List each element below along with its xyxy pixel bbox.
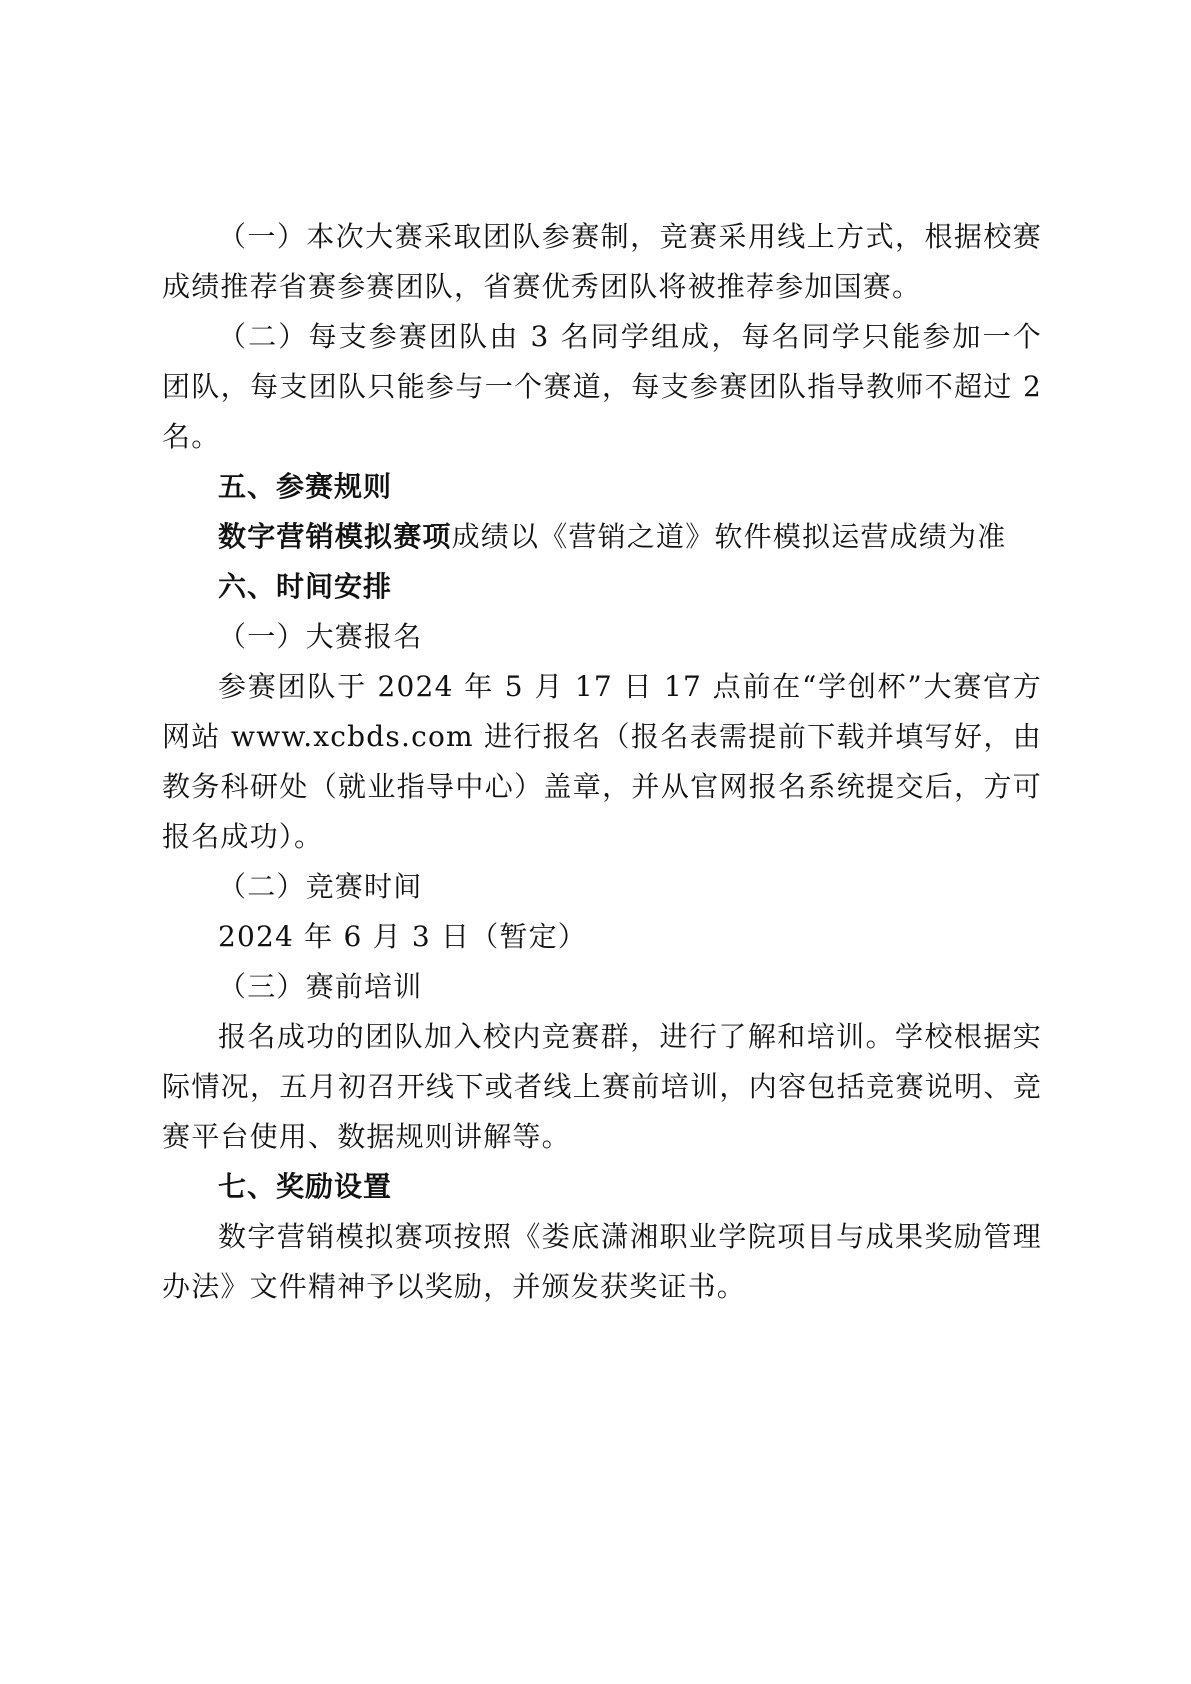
subheading-training: （三）赛前培训 (218, 970, 423, 1003)
rules-event-name: 数字营销模拟赛项 (218, 520, 452, 553)
heading-rules: 五、参赛规则 (218, 470, 393, 503)
subheading-competition-time: （二）竞赛时间 (218, 870, 423, 903)
paragraph-rules (162, 512, 1042, 562)
paragraph-team-size: （二）每支参赛团队由 3 名同学组成，每名同学只能参加一个团队，每支团队只能参与一个赛道，每支参赛团队指导教师不超过 2 名。 (162, 320, 1042, 453)
paragraph-team-format: （一）本次大赛采取团队参赛制，竞赛采用线上方式，根据校赛成绩推荐省赛参赛团队，省赛优秀团队将被推荐参加国赛。 (162, 220, 1042, 303)
rules-text: 成绩以《营销之道》软件模拟运营成绩为准 (451, 520, 1007, 553)
document-body (162, 212, 1042, 1312)
paragraph-training: 报名成功的团队加入校内竞赛群，进行了解和培训。学校根据实际情况，五月初召开线下或者线上赛前培训，内容包括竞赛说明、竞赛平台使用、数据规则讲解等。 (162, 1020, 1042, 1153)
heading-awards: 七、奖励设置 (218, 1170, 393, 1203)
paragraph-competition-time: 2024 年 6 月 3 日（暂定） (218, 920, 587, 953)
paragraph-awards: 数字营销模拟赛项按照《娄底潇湘职业学院项目与成果奖励管理办法》文件精神予以奖励，并颁发获奖证书。 (162, 1220, 1042, 1303)
heading-schedule: 六、时间安排 (218, 570, 393, 603)
subheading-registration: （一）大赛报名 (218, 620, 423, 653)
paragraph-registration: 参赛团队于 2024 年 5 月 17 日 17 点前在“学创杯”大赛官方网站 www.xcbds.com 进行报名（报名表需提前下载并填写好，由教务科研处（就业指导中心）盖章，并从官网报名系统提交后，方可报名成功）。 (162, 670, 1042, 853)
